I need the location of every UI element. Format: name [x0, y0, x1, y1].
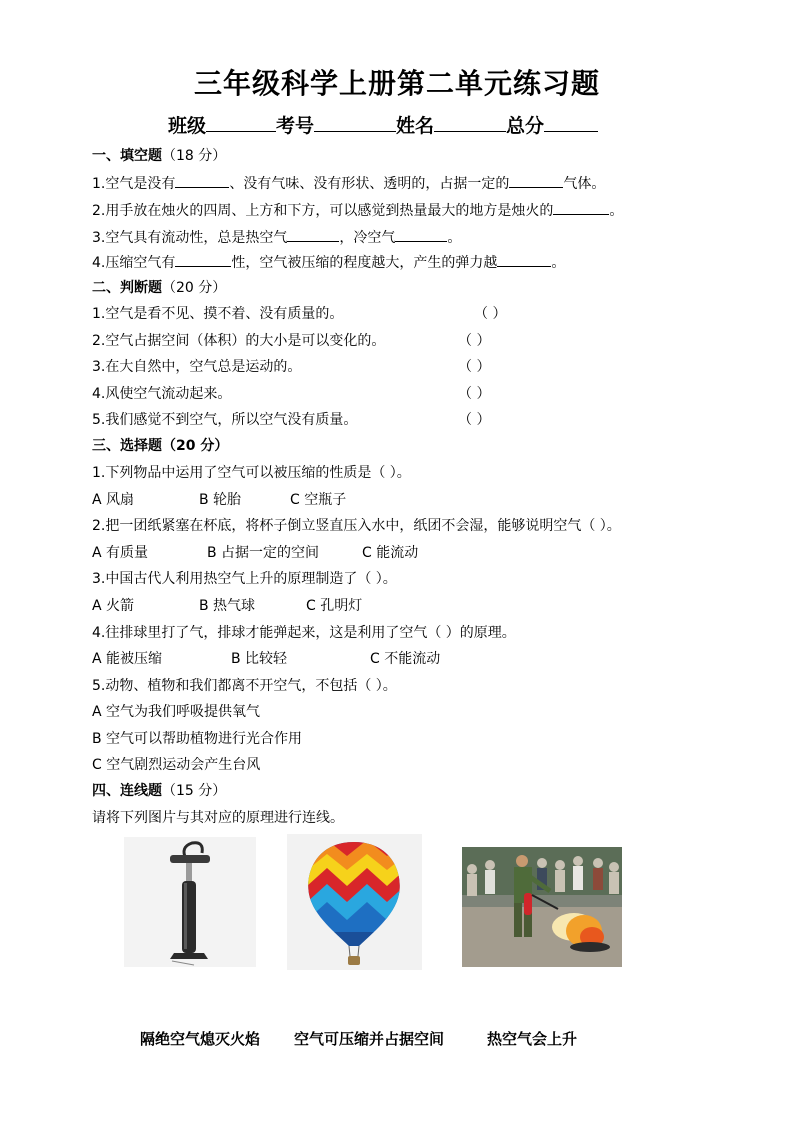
pump-image[interactable] [124, 837, 256, 967]
exam-no-label: 考号 [276, 115, 315, 137]
question-text: 1.空气是没有 [92, 176, 176, 192]
section-title: 二、判断题 [92, 280, 162, 296]
choice-question-5: 5.动物、植物和我们都离不开空气，不包括（ ）。 [92, 678, 397, 694]
question-text: ，冷空气 [339, 230, 396, 246]
matching-instruction: 请将下列图片与其对应的原理进行连线。 [92, 810, 344, 826]
choice-question-2: 2.把一团纸紧塞在杯底，将杯子倒立竖直压入水中，纸团不会湿，能够说明空气（ ）。 [92, 518, 621, 534]
fire-extinguisher-scene-icon [462, 847, 622, 967]
question-text: 气体。 [563, 176, 606, 192]
option-a[interactable]: A 空气为我们呼吸提供氧气 [92, 704, 261, 720]
section-choice-heading: 三、选择题（20 分） [92, 438, 229, 454]
answer-paren[interactable]: （ ） [458, 333, 491, 349]
fill-question-3 [92, 227, 461, 247]
option-b[interactable]: B 比较轻 [231, 651, 288, 667]
air-pump-icon [124, 837, 256, 967]
section-score: （20 分） [162, 280, 227, 296]
answer-paren[interactable]: （ ） [458, 412, 491, 428]
section-matching-heading [92, 782, 226, 800]
section-title: 四、连线题 [92, 783, 162, 799]
question-text: 性，空气被压缩的程度越大，产生的弹力越 [231, 255, 498, 271]
answer-paren[interactable]: （ ） [474, 306, 507, 322]
option-a[interactable]: A 有质量 [92, 545, 149, 561]
answer-blank[interactable] [509, 173, 563, 188]
answer-blank[interactable] [175, 252, 231, 267]
score-label: 总分 [506, 115, 545, 137]
option-a[interactable]: A 火箭 [92, 598, 135, 614]
option-b[interactable]: B 空气可以帮助植物进行光合作用 [92, 731, 303, 747]
answer-blank[interactable] [553, 200, 609, 215]
fill-question-2 [92, 200, 623, 220]
section-true-false-heading [92, 279, 226, 297]
question-text: 4.压缩空气有 [92, 255, 176, 271]
answer-paren[interactable]: （ ） [458, 386, 491, 402]
answer-blank[interactable] [395, 227, 447, 242]
class-label: 班级 [168, 115, 207, 137]
option-b[interactable]: B 热气球 [199, 598, 256, 614]
choice-question-1: 1.下列物品中运用了空气可以被压缩的性质是（ ）。 [92, 465, 411, 481]
exam-no-field[interactable] [314, 113, 396, 132]
principle-label-1[interactable]: 隔绝空气熄灭火焰 [140, 1030, 261, 1048]
option-c[interactable]: C 空气剧烈运动会产生台风 [92, 757, 261, 773]
score-field[interactable] [544, 113, 598, 132]
judge-question-2: 2.空气占据空间（体积）的大小是可以变化的。 [92, 333, 386, 349]
fire-extinguishing-image[interactable] [462, 847, 622, 967]
question-text: 。 [551, 255, 566, 271]
option-a[interactable]: A 风扇 [92, 492, 135, 508]
judge-question-5: 5.我们感觉不到空气，所以空气没有质量。 [92, 412, 358, 428]
section-score: （15 分） [162, 783, 227, 799]
question-text: 。 [609, 203, 624, 219]
hot-air-balloon-image[interactable] [287, 834, 422, 970]
option-c[interactable]: C 孔明灯 [306, 598, 363, 614]
option-c[interactable]: C 空瓶子 [290, 492, 347, 508]
page-title: 三年级科学上册第二单元练习题 [193, 67, 600, 100]
hot-air-balloon-icon [287, 834, 422, 970]
option-a[interactable]: A 能被压缩 [92, 651, 163, 667]
option-c[interactable]: C 能流动 [362, 545, 419, 561]
student-info-line [168, 111, 598, 138]
choice-question-4: 4.往排球里打了气，排球才能弹起来，这是利用了空气（ ）的原理。 [92, 625, 516, 641]
section-title: 一、填空题 [92, 148, 162, 164]
option-b[interactable]: B 轮胎 [199, 492, 242, 508]
principle-label-2[interactable]: 空气可压缩并占据空间 [294, 1030, 445, 1048]
answer-blank[interactable] [287, 227, 339, 242]
judge-question-4: 4.风使空气流动起来。 [92, 386, 232, 402]
section-fill-blank-heading [92, 147, 226, 165]
name-field[interactable] [434, 113, 506, 132]
judge-question-1: 1.空气是看不见、摸不着、没有质量的。 [92, 306, 344, 322]
question-text: 3.空气具有流动性，总是热空气 [92, 230, 288, 246]
name-label: 姓名 [396, 115, 435, 137]
answer-blank[interactable] [497, 252, 551, 267]
fill-question-4 [92, 252, 565, 272]
choice-question-3: 3.中国古代人利用热空气上升的原理制造了（ ）。 [92, 571, 397, 587]
class-field[interactable] [206, 113, 276, 132]
principle-label-3[interactable]: 热空气会上升 [487, 1030, 578, 1048]
question-text: 。 [447, 230, 462, 246]
answer-blank[interactable] [175, 173, 229, 188]
section-score: （18 分） [162, 148, 227, 164]
fill-question-1 [92, 173, 605, 193]
judge-question-3: 3.在大自然中，空气总是运动的。 [92, 359, 302, 375]
option-b[interactable]: B 占据一定的空间 [207, 545, 320, 561]
option-c[interactable]: C 不能流动 [370, 651, 441, 667]
question-text: 2.用手放在烛火的四周、上方和下方，可以感觉到热量最大的地方是烛火的 [92, 203, 554, 219]
question-text: 、没有气味、没有形状、透明的，占据一定的 [229, 176, 510, 192]
answer-paren[interactable]: （ ） [458, 359, 491, 375]
